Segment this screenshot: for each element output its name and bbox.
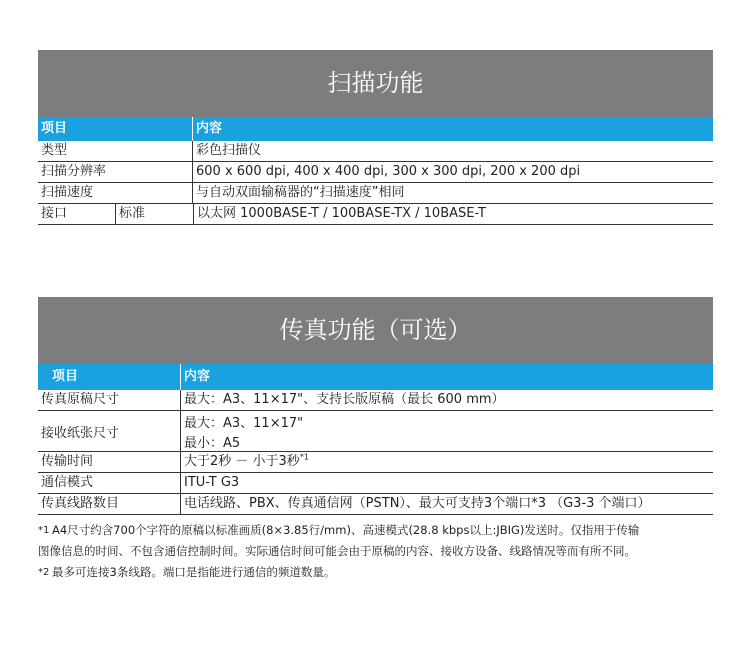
table-row [38, 494, 713, 515]
table-row [38, 204, 713, 225]
row-value-max: 最大：A3、11×17" [184, 415, 304, 431]
header-item: 项目 [38, 364, 181, 390]
row-value [181, 452, 713, 472]
table-row [38, 183, 713, 204]
scan-section-title: 扫描功能 [38, 50, 713, 117]
row-value: ITU-T G3 [184, 475, 240, 490]
row-value: 最大：A3、11×17"、支持长版原稿（最长 600 mm） [184, 392, 505, 407]
row-value-text: 大于2秒 － 小于3秒 [184, 454, 300, 469]
row-label: 通信模式 [38, 473, 181, 493]
row-label: 传真线路数目 [38, 494, 181, 514]
row-value [181, 411, 713, 451]
fax-spec-table [38, 364, 713, 515]
row-sublabel: 标准 [119, 206, 146, 221]
footnote [38, 562, 728, 583]
row-value: 彩色扫描仪 [196, 143, 262, 158]
row-label: 传真原稿尺寸 [38, 390, 181, 410]
table-row [38, 411, 713, 452]
header-item: 项目 [38, 117, 193, 141]
scan-spec-table [38, 117, 713, 225]
fax-section-title: 传真功能（可选） [38, 297, 713, 364]
row-label: 接口 [38, 204, 116, 224]
scan-section [38, 50, 713, 225]
footnote-mark: *1 [38, 525, 50, 536]
footnote-text: 最多可连接3条线路。端口是指能进行通信的频道数量。 [52, 565, 336, 579]
row-label: 传输时间 [38, 452, 181, 472]
table-header [38, 364, 713, 390]
table-row [38, 141, 713, 162]
table-header [38, 117, 713, 141]
row-label-text: 接收纸张尺寸 [41, 425, 120, 441]
row-value: 电话线路、PBX、传真通信网（PSTN）、最大可支持3个端口*3 （G3-3 个端口） [184, 496, 651, 511]
footnotes [38, 520, 728, 583]
footnote-mark: *1 [299, 452, 309, 462]
footnote-continuation: 图像信息的时间、不包含通信控制时间。实际通信时间可能会由于原稿的内容、接收方设备、线路情况等而有所不同。 [38, 544, 636, 558]
table-row [38, 162, 713, 183]
row-label: 扫描分辨率 [38, 162, 193, 182]
footnote-mark: *2 [38, 567, 50, 578]
table-row [38, 473, 713, 494]
row-value: 600 x 600 dpi, 400 x 400 dpi, 300 x 300 dpi, 200 x 200 dpi [196, 164, 581, 179]
table-row [38, 390, 713, 411]
header-content: 内容 [196, 121, 223, 136]
row-value-min: 最小：A5 [184, 435, 241, 451]
row-label: 类型 [38, 141, 193, 161]
interface-label-group [38, 204, 194, 224]
footnote-text: A4尺寸约含700个字符的原稿以标准画质(8×3.85行/mm)、高速模式(28.8 kbps以上:JBIG)发送时。仅指用于传输 [52, 523, 640, 537]
fax-section [38, 297, 713, 515]
table-row [38, 452, 713, 473]
row-label [38, 411, 181, 451]
row-value: 以太网 1000BASE-T / 100BASE-TX / 10BASE-T [197, 206, 486, 221]
row-label: 扫描速度 [38, 183, 193, 203]
row-value: 与自动双面输稿器的“扫描速度”相同 [196, 185, 405, 200]
footnote [38, 520, 728, 541]
header-content: 内容 [184, 369, 211, 384]
